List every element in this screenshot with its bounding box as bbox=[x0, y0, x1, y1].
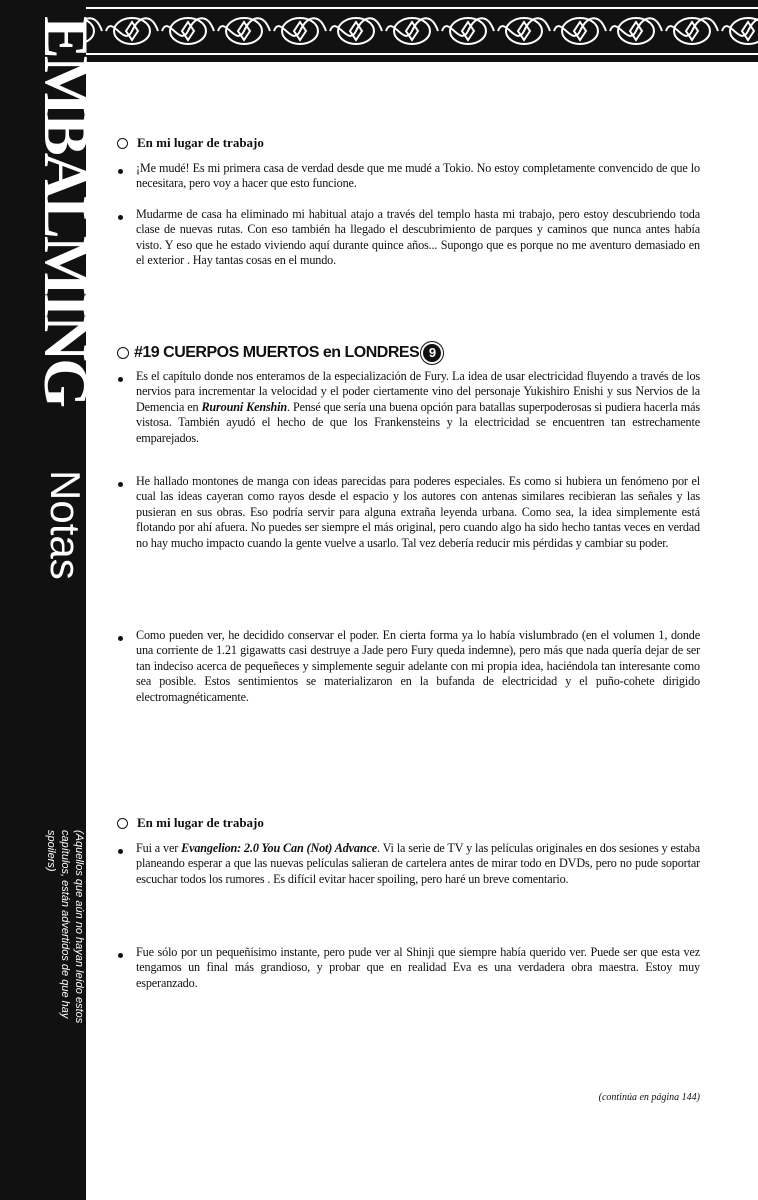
paragraph: Es el capítulo donde nos enteramos de la especialización de Fury. La idea de usar electricidad fluyendo a través de los nervios para incrementar la velocidad y el poder ciertamente vino del personaje Yukishiro Enishi y sus Nervios de la Demencia en Rurouni Kenshin. Pensé que sería una buena opción para batallas superpoderosas si pudiera hacerla más vistosa. También ayudó el hecho de que los Frankensteins y la electricidad se encuentren tan estrechamente emparejados. bbox=[136, 369, 700, 445]
paragraph: Mudarme de casa ha eliminado mi habitual atajo a través del templo hasta mi trabajo, pero estoy descubriendo toda clase de nuevas rutas. Con eso también ha llegado el descubrimiento de parques y caminos que nunca antes había visto. Y eso que he estado viviendo aquí durante quince años... Supongo que es porque no me aventuro demasiado en el exterior . Hay tantas cosas en el mundo. bbox=[136, 207, 700, 268]
paragraph: Fui a ver Evangelion: 2.0 You Can (Not) Advance. Vi la serie de TV y las películas originales en dos sesiones y estaba planeando esperar a que las nuevas películas salieran de cartelera antes de mirar todo en DVDs, pero no pude soportar escuchar todos los rumores . Es difícil evitar hacer spoiling, pero haré un breve comentario. bbox=[136, 841, 700, 886]
title-evangelion: Evangelion: 2.0 You Can (Not) Advance bbox=[181, 841, 377, 855]
chapter-number-badge: 9 bbox=[423, 344, 441, 362]
bullet-icon bbox=[118, 849, 123, 854]
bullet-icon bbox=[118, 482, 123, 487]
section-heading-workplace-1 bbox=[117, 135, 264, 151]
bullet-icon bbox=[118, 169, 123, 174]
spoiler-warning: (Aquellos que aún no hayan leído estos capítulos, están advertidos de que hay spoilers) bbox=[45, 830, 85, 1024]
paragraph: Fue sólo por un pequeñísimo instante, pero pude ver al Shinji que siempre había querido ver. Puede ser que esta vez tengamos un final más grandioso, y probar que en realidad Eva es una verdadera obra maestra. Estoy muy esperanzado. bbox=[136, 945, 700, 990]
chapter-heading bbox=[117, 344, 441, 362]
section-heading-workplace-2 bbox=[117, 815, 264, 831]
circle-bullet-icon bbox=[117, 138, 128, 149]
bullet-icon bbox=[118, 215, 123, 220]
chapter-heading-text: #19 CUERPOS MUERTOS en LONDRES bbox=[134, 344, 420, 361]
paragraph: ¡Me mudé! Es mi primera casa de verdad desde que me mudé a Tokio. No estoy completamente convencido de que lo necesitara, pero voy a hacer que esto funcione. bbox=[136, 161, 700, 191]
continuation-note: (continúa en página 144) bbox=[598, 1092, 700, 1103]
bullet-icon bbox=[118, 377, 123, 382]
section-heading-text: En mi lugar de trabajo bbox=[137, 135, 264, 150]
circle-bullet-icon bbox=[117, 347, 129, 359]
paragraph: He hallado montones de manga con ideas parecidas para poderes especiales. Es como si hubiera un fenómeno por el cual las ideas cayeran como rayos desde el espacio y los autores con antenas similares recibieran las señales y las pusieran en sus obras. Eso podría servir para alguna extraña leyenda urbana. Como sea, la idea simplemente está flotando por ahí afuera. No puedes ser siempre el más original, pero cuando algo ha sido hecho tantas veces en verdad no hay mucho impacto cuando la gente vuelve a usarlo. Tal vez debería reducir mis pérdidas y cambiar su poder. bbox=[136, 474, 700, 550]
title-rurouni-kenshin: Rurouni Kenshin bbox=[201, 399, 288, 414]
paragraph: Como pueden ver, he decidido conservar el poder. En cierta forma ya lo había vislumbrado (en el volumen 1, donde una corriente de 1.21 gigawatts casi destruye a Jade pero Fury queda indemne), pero más que nada quería dejar de ser tan indeciso acerca de pequeñeces y simplemente seguir adelante con mi propia idea, haciéndola tan interesante como sea posible. Estos sentimientos se materializaron en la bufanda de electricidad y el puño-cohete dirigido electromagnéticamente. bbox=[136, 628, 700, 704]
bullet-icon bbox=[118, 953, 123, 958]
bullet-icon bbox=[118, 636, 123, 641]
section-heading-text: En mi lugar de trabajo bbox=[137, 815, 264, 830]
side-title-sub: Notas bbox=[42, 470, 89, 580]
circle-bullet-icon bbox=[117, 818, 128, 829]
side-title-main: EMBALMING bbox=[31, 16, 102, 405]
